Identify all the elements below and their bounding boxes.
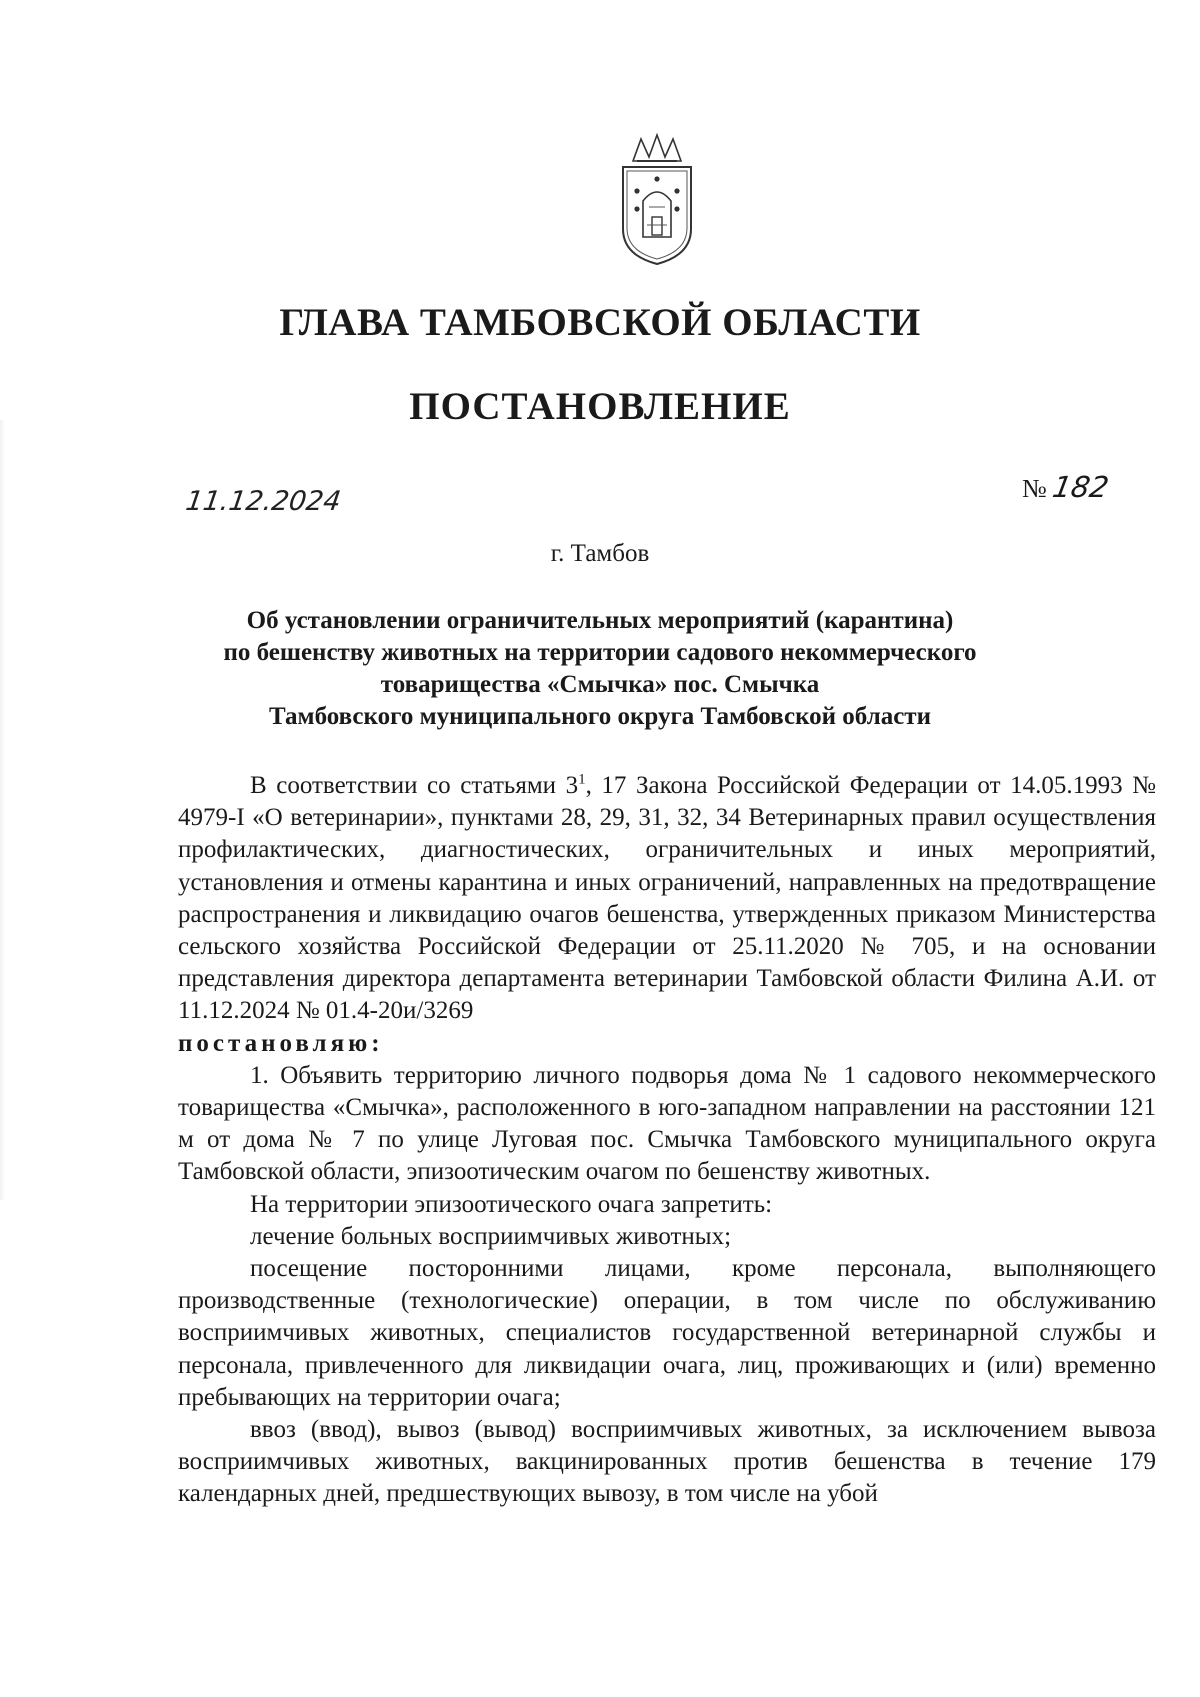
prohibition-item: посещение посторонними лицами, кроме персонала, выполняющего производственные (технологические) операции, в том числе по обслуживанию восприимчивых животных, специалистов государственной ветеринарной службы и персонала, привлеченного для ликвидации очага, лиц, проживающих и (или) временно пребывающих на территории очага; — [178, 1255, 1156, 1411]
title-line: Об установлении ограничительных мероприятий (карантина) — [246, 607, 954, 634]
title-line: товарищества «Смычка» пос. Смычка — [380, 671, 820, 698]
document-type: ПОСТАНОВЛЕНИЕ — [409, 385, 791, 428]
title-line: Тамбовского муниципального округа Тамбовской области — [268, 703, 931, 730]
scan-shadow — [0, 420, 5, 1200]
document-body — [178, 770, 1156, 1511]
title-line: по бешенству животных на территории садового некоммерческого — [223, 639, 977, 666]
article-superscript: 1 — [578, 771, 586, 788]
number-sign: № — [1022, 474, 1047, 503]
prohibition-item: лечение больных восприимчивых животных; — [250, 1222, 732, 1250]
coat-of-arms-tambov-icon — [613, 133, 701, 266]
number-value: 182 — [1050, 470, 1112, 504]
clause-1-paragraph: 1. Объявить территорию личного подворья дома № 1 садового некоммерческого товарищества «Смычка», расположенного в юго-западном направлении на расстоянии 121 м от дома № 7 по улице Луговая пос. Смычка Тамбовского муниципального округа Тамбовской области, эпизоотическим очагом по бешенству животных. — [178, 1061, 1156, 1186]
document-date: 11.12.2024 — [183, 486, 343, 517]
document-number — [1022, 470, 1112, 504]
preamble-text-continued: , 17 Закона Российской Федерации от 14.05.1993 № 4979-I «О ветеринарии», пунктами 28, 29, 31, 32, 34 Ветеринарных правил осуществления профилактических, диагностических, ограничительных и иных мероприятий, установления и отмены карантина и иных ограничений, направленных на предотвращение распространения и ликвидацию очагов бешенства, утвержденных приказом Министерства сельского хозяйства Российской Федерации от 25.11.2020 № 705, и на основании представления директора департамента ветеринарии Тамбовской области Филина А.И. от 11.12.2024 № 01.4-20и/3269 — [178, 772, 1156, 1025]
decree-word-paragraph — [178, 1028, 1156, 1060]
preamble-paragraph — [178, 770, 1156, 1028]
issue-city: г. Тамбов — [550, 540, 650, 567]
prohibition-item: ввоз (ввод), вывоз (вывод) восприимчивых животных, за исключением вывоза восприимчивых животных, вакцинированных против бешенства в течение 179 календарных дней, предшествующих вывозу, в том числе на убой — [178, 1416, 1156, 1508]
prohibition-intro: На территории эпизоотического очага запретить: — [250, 1190, 773, 1218]
decree-word: постановляю: — [178, 1029, 384, 1057]
preamble-text: В соответствии со статьями 3 — [250, 772, 579, 799]
issuing-authority: ГЛАВА ТАМБОВСКОЙ ОБЛАСТИ — [279, 301, 921, 344]
document-title — [180, 605, 1020, 733]
